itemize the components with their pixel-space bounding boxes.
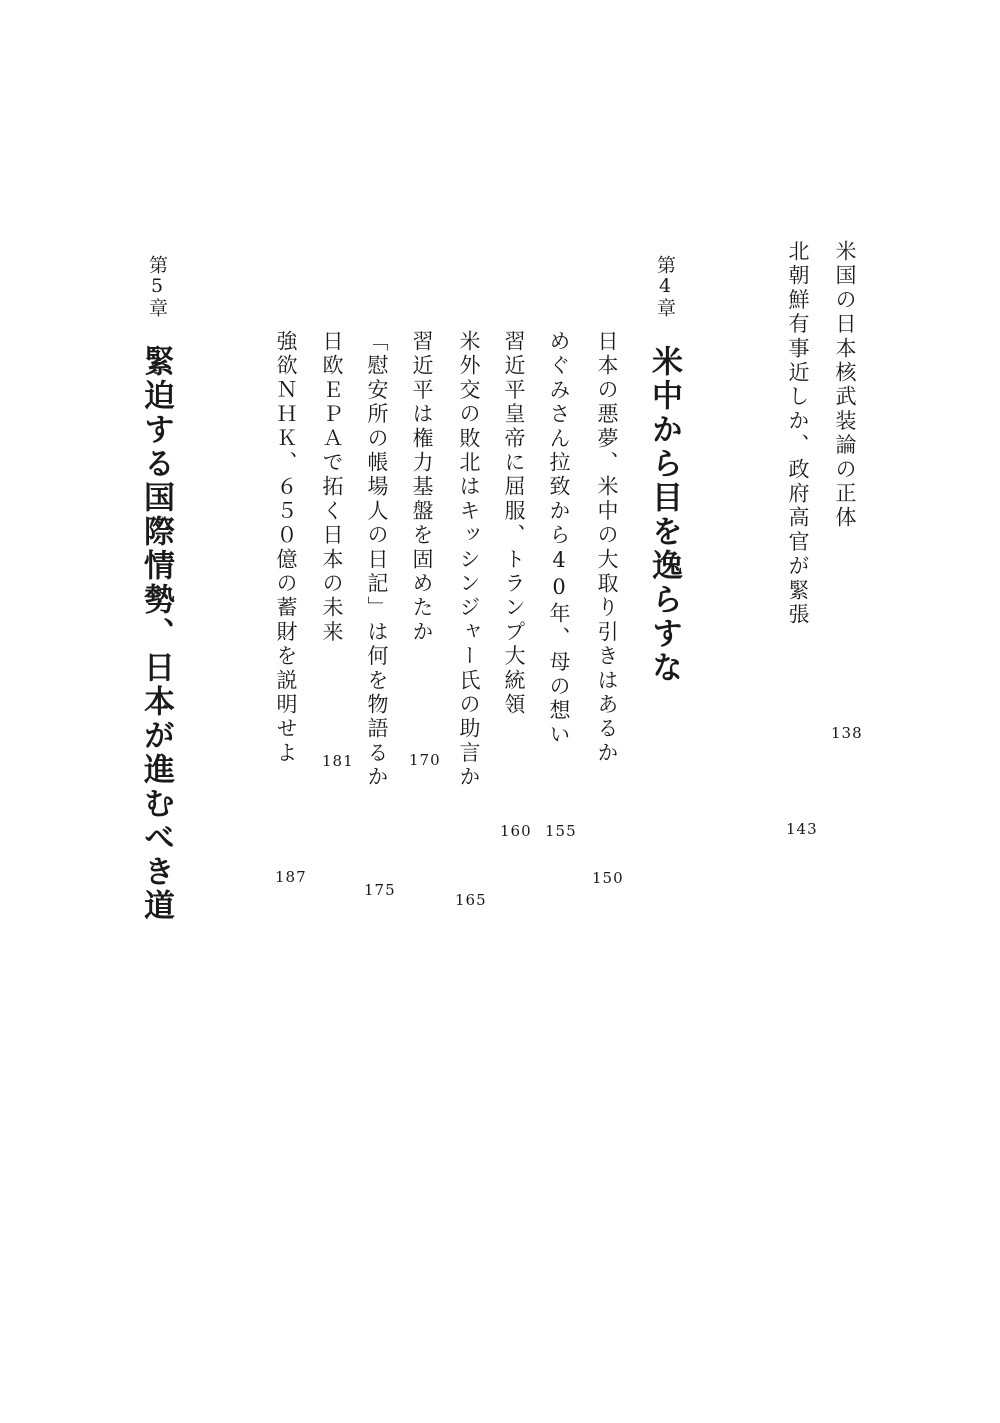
toc-entry-page: 165 [455,891,487,909]
toc-entry-title[interactable]: 日本の悪夢、米中の大取り引きはあるか [595,330,619,766]
chapter-label: 第5章 [146,255,168,318]
toc-entry-page: 170 [409,751,441,769]
toc-entry-title[interactable]: 習近平皇帝に屈服、トランプ大統領 [502,330,526,718]
toc-entry-page: 187 [275,868,307,886]
toc-entry-page: 155 [545,822,577,840]
toc-entry-page: 143 [786,820,818,838]
chapter-title[interactable]: 緊迫する国際情勢、日本が進むべき道 [138,345,174,923]
chapter-label: 第4章 [654,255,676,318]
toc-entry-title[interactable]: めぐみさん拉致から40年、母の想い [547,330,571,748]
toc-entry-title[interactable]: 「慰安所の帳場人の日記」は何を物語るか [365,330,389,790]
toc-entry-title[interactable]: 北朝鮮有事近しか、政府高官が緊張 [786,240,810,628]
chapter-title[interactable]: 米中から目を逸らすな [646,345,682,685]
toc-entry-title[interactable]: 日欧ＥＰＡで拓く日本の未来 [320,330,344,645]
toc-entry-title[interactable]: 米国の日本核武装論の正体 [833,240,857,531]
toc-entry-page: 175 [364,881,396,899]
toc-entry-title[interactable]: 習近平は権力基盤を固めたか [410,330,434,645]
toc-entry-title[interactable]: 強欲ＮＨＫ、６５０億の蓄財を説明せよ [274,330,298,766]
toc-entry-page: 150 [592,869,624,887]
toc-entry-title[interactable]: 米外交の敗北はキッシンジャー氏の助言か [457,330,481,790]
toc-entry-page: 160 [500,822,532,840]
toc-entry-page: 181 [322,752,354,770]
toc-entry-page: 138 [831,724,863,742]
